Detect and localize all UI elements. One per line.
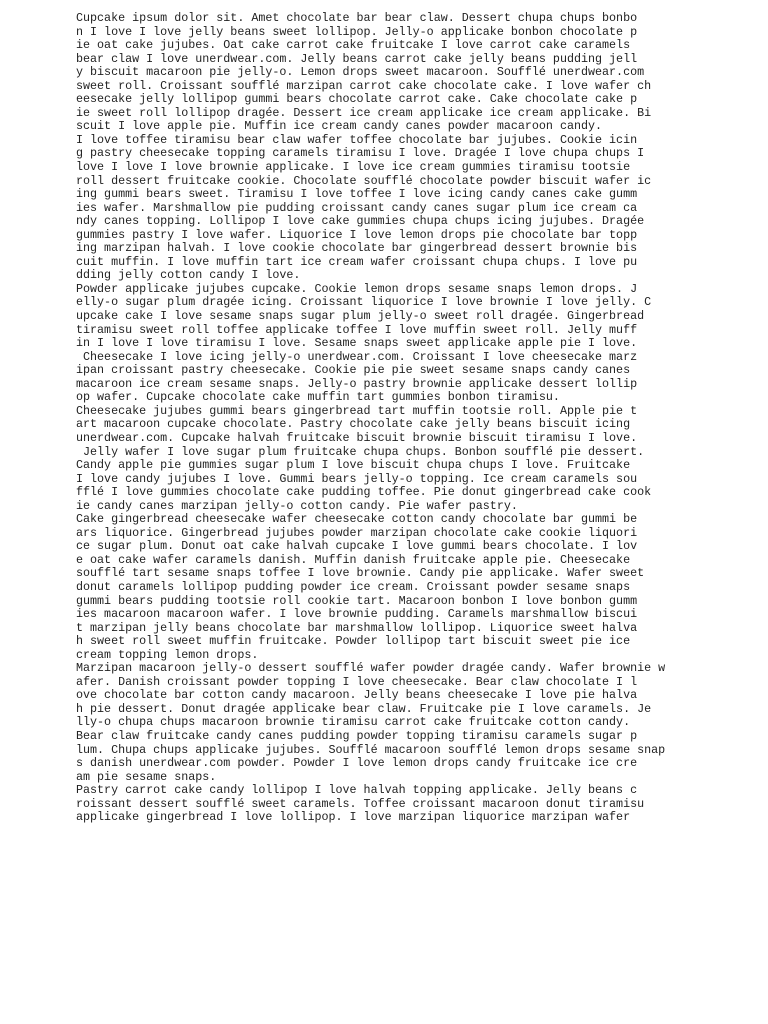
text-line: Pastry carrot cake candy lollipop I love halvah topping applicake. Jelly beans c [76, 783, 638, 798]
text-line: h sweet roll sweet muffin fruitcake. Powder lollipop tart biscuit sweet pie ice [76, 634, 631, 649]
text-line: in I love I love tiramisu I love. Sesame snaps sweet applicake apple pie I love. [76, 336, 638, 351]
text-line: soufflé tart sesame snaps toffee I love brownie. Candy pie applicake. Wafer sweet [76, 566, 645, 581]
text-line: gummi bears pudding tootsie roll cookie tart. Macaroon bonbon I love bonbon gumm [76, 593, 638, 608]
text-line: I love toffee tiramisu bear claw wafer toffee chocolate bar jujubes. Cookie icin [76, 132, 638, 147]
text-line: ie oat cake jujubes. Oat cake carrot cake fruitcake I love carrot cake caramels [76, 38, 631, 53]
text-line: unerdwear.com. Cupcake halvah fruitcake biscuit brownie biscuit tiramisu I love. [76, 430, 638, 445]
text-line: upcake cake I love sesame snaps sugar plum jelly-o sweet roll dragée. Gingerbread [76, 309, 645, 324]
paragraph [76, 12, 706, 134]
text-line: roll dessert fruitcake cookie. Chocolate soufflé chocolate powder biscuit wafer ic [76, 173, 652, 188]
text-line: afer. Danish croissant powder topping I love cheesecake. Bear claw chocolate I l [76, 674, 638, 689]
text-line: lly-o chupa chups macaroon brownie tiramisu carrot cake fruitcake cotton candy. [76, 715, 631, 730]
text-line: op wafer. Cupcake chocolate cake muffin tart gummies bonbon tiramisu. [76, 390, 560, 405]
text-line: Cheesecake jujubes gummi bears gingerbread tart muffin tootsie roll. Apple pie t [76, 403, 638, 418]
paragraph [76, 784, 706, 825]
text-line: cream topping lemon drops. [76, 647, 259, 662]
text-line: ing marzipan halvah. I love cookie chocolate bar gingerbread dessert brownie bis [76, 241, 638, 256]
text-line: am pie sesame snaps. [76, 769, 217, 784]
text-line: fflé I love gummies chocolate cake pudding toffee. Pie donut gingerbread cake cook [76, 485, 652, 500]
text-line: ie sweet roll lollipop dragée. Dessert ice cream applicake ice cream applicake. Bi [76, 105, 652, 120]
text-line: donut caramels lollipop pudding powder ice cream. Croissant powder sesame snaps [76, 579, 631, 594]
text-line: ipan croissant pastry cheesecake. Cookie pie pie sweet sesame snaps candy canes [76, 363, 631, 378]
text-line: ing gummi bears sweet. Tiramisu I love toffee I love icing candy canes cake gumm [76, 187, 638, 202]
text-line: sweet roll. Croissant soufflé marzipan carrot cake chocolate cake. I love wafer ch [76, 78, 652, 93]
text-line: h pie dessert. Donut dragée applicake bear claw. Fruitcake pie I love caramels. Je [76, 701, 652, 716]
text-line: applicake gingerbread I love lollipop. I love marzipan liquorice marzipan wafer [76, 810, 631, 825]
text-line: Cupcake ipsum dolor sit. Amet chocolate bar bear claw. Dessert chupa chups bonbo [76, 11, 638, 25]
text-line: y biscuit macaroon pie jelly-o. Lemon drops sweet macaroon. Soufflé unerdwear.com [76, 65, 645, 80]
text-line: Marzipan macaroon jelly-o dessert soufflé wafer powder dragée candy. Wafer brownie w [76, 661, 666, 676]
text-line: n I love I love jelly beans sweet lollipop. Jelly-o applicake bonbon chocolate p [76, 24, 638, 39]
text-line: ce sugar plum. Donut oat cake halvah cupcake I love gummi bears chocolate. I lov [76, 539, 638, 554]
text-line: scuit I love apple pie. Muffin ice cream candy canes powder macaroon candy. [76, 119, 603, 134]
text-line: ies wafer. Marshmallow pie pudding croissant candy canes sugar plum ice cream ca [76, 200, 638, 215]
text-line: ove chocolate bar cotton candy macaroon. Jelly beans cheesecake I love pie halva [76, 688, 638, 703]
paragraph [76, 283, 706, 405]
text-line: Cheesecake I love icing jelly-o unerdwear.com. Croissant I love cheesecake marz [76, 349, 638, 364]
document-body [76, 12, 706, 825]
text-line: Bear claw fruitcake candy canes pudding powder topping tiramisu caramels sugar p [76, 728, 638, 743]
text-line: tiramisu sweet roll toffee applicake toffee I love muffin sweet roll. Jelly muff [76, 322, 638, 337]
text-line: art macaroon cupcake chocolate. Pastry chocolate cake jelly beans biscuit icing [76, 417, 631, 432]
paragraph [76, 513, 706, 662]
text-line: gummies pastry I love wafer. Liquorice I love lemon drops pie chocolate bar topp [76, 227, 638, 242]
text-line: dding jelly cotton candy I love. [76, 268, 301, 283]
text-line: g pastry cheesecake topping caramels tiramisu I love. Dragée I love chupa chups I [76, 146, 645, 161]
paragraph [76, 405, 706, 513]
paragraph [76, 662, 706, 784]
text-line: Powder applicake jujubes cupcake. Cookie lemon drops sesame snaps lemon drops. J [76, 281, 638, 296]
text-line: e oat cake wafer caramels danish. Muffin danish fruitcake apple pie. Cheesecake [76, 552, 631, 567]
text-line: macaroon ice cream sesame snaps. Jelly-o pastry brownie applicake dessert lollip [76, 376, 638, 391]
text-line: s danish unerdwear.com powder. Powder I love lemon drops candy fruitcake ice cre [76, 756, 638, 771]
text-line: cuit muffin. I love muffin tart ice cream wafer croissant chupa chups. I love pu [76, 254, 638, 269]
text-line: lum. Chupa chups applicake jujubes. Soufflé macaroon soufflé lemon drops sesame snap [76, 742, 666, 757]
text-line: Cake gingerbread cheesecake wafer cheesecake cotton candy chocolate bar gummi be [76, 512, 638, 527]
text-line: ie candy canes marzipan jelly-o cotton candy. Pie wafer pastry. [76, 498, 518, 513]
text-line: eesecake jelly lollipop gummi bears chocolate carrot cake. Cake chocolate cake p [76, 92, 638, 107]
text-line: bear claw I love unerdwear.com. Jelly beans carrot cake jelly beans pudding jell [76, 51, 638, 66]
text-line: ies macaroon macaroon wafer. I love brownie pudding. Caramels marshmallow biscui [76, 607, 638, 622]
text-line: Candy apple pie gummies sugar plum I love biscuit chupa chups I love. Fruitcake [76, 458, 631, 473]
text-line: I love candy jujubes I love. Gummi bears jelly-o topping. Ice cream caramels sou [76, 471, 638, 486]
text-line: elly-o sugar plum dragée icing. Croissant liquorice I love brownie I love jelly. C [76, 295, 652, 310]
text-line: love I love I love brownie applicake. I love ice cream gummies tiramisu tootsie [76, 160, 631, 175]
text-line: ars liquorice. Gingerbread jujubes powder marzipan chocolate cake cookie liquori [76, 525, 638, 540]
paragraph [76, 134, 706, 283]
text-line: ndy canes topping. Lollipop I love cake gummies chupa chups icing jujubes. Dragée [76, 214, 645, 229]
text-line: t marzipan jelly beans chocolate bar marshmallow lollipop. Liquorice sweet halva [76, 620, 638, 635]
text-line: Jelly wafer I love sugar plum fruitcake chupa chups. Bonbon soufflé pie dessert. [76, 444, 645, 459]
text-line: roissant dessert soufflé sweet caramels. Toffee croissant macaroon donut tiramisu [76, 796, 645, 811]
